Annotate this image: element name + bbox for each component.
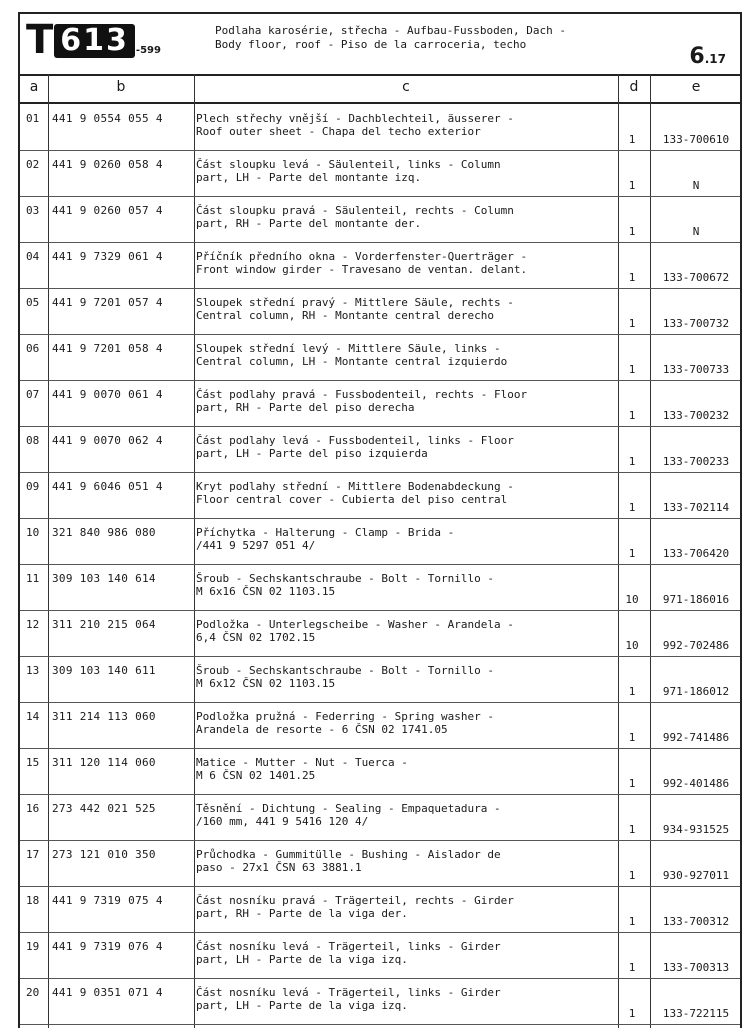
table-row	[20, 702, 740, 749]
column-header-d: d	[629, 79, 639, 95]
logo-suffix: -599	[135, 45, 161, 56]
part-number: 311 120 114 060	[52, 756, 156, 769]
part-number: 321 840 986 080	[52, 526, 156, 539]
part-description: Část nosníku levá - Trägerteil, links - Girder part, LH - Parte de la viga izq.	[196, 986, 501, 1012]
table-row	[20, 748, 740, 795]
quantity: 10	[625, 639, 639, 652]
table-row	[20, 978, 740, 1025]
sheet-header	[20, 14, 740, 76]
position-number: 15	[26, 756, 40, 769]
position-number: 12	[26, 618, 40, 631]
part-description: Šroub - Sechskantschraube - Bolt - Tornillo - M 6x16 ČSN 02 1103.15	[196, 572, 495, 598]
quantity: 1	[628, 455, 636, 468]
part-number: 273 121 010 350	[52, 848, 156, 861]
table-row	[20, 288, 740, 335]
title-line-1: Podlaha karosérie, střecha - Aufbau-Fussboden, Dach -	[215, 24, 566, 37]
order-code: 133-700312	[662, 915, 730, 928]
table-row	[20, 334, 740, 381]
quantity: 1	[628, 823, 636, 836]
quantity: 1	[628, 271, 636, 284]
table-row	[20, 242, 740, 289]
table-row	[20, 426, 740, 473]
part-number: 309 103 140 614	[52, 572, 156, 585]
order-code: 971-186012	[662, 685, 730, 698]
quantity: 1	[628, 133, 636, 146]
part-number: 441 9 6046 051 4	[52, 480, 163, 493]
page-number-sub: .17	[704, 52, 726, 66]
logo-number: 613	[54, 24, 135, 58]
order-code: 133-702114	[662, 501, 730, 514]
part-number: 441 9 0351 071 4	[52, 986, 163, 999]
table-row	[20, 794, 740, 841]
part-number: 441 9 7319 076 4	[52, 940, 163, 953]
part-number: 441 9 0554 055 4	[52, 112, 163, 125]
part-description: Příčník předního okna - Vorderfenster-Querträger - Front window girder - Travesano de ventan. delant.	[196, 250, 528, 276]
table-row	[20, 656, 740, 703]
quantity: 1	[628, 317, 636, 330]
part-description: Kryt podlahy střední - Mittlere Bodenabdeckung - Floor central cover - Cubierta del piso central	[196, 480, 514, 506]
column-headers	[20, 74, 740, 104]
position-number: 07	[26, 388, 40, 401]
order-code: 133-700672	[662, 271, 730, 284]
part-number: 441 9 0070 061 4	[52, 388, 163, 401]
table-row	[20, 518, 740, 565]
table-row	[20, 196, 740, 243]
part-description: Plech střechy vnější - Dachblechteil, äusserer - Roof outer sheet - Chapa del techo exterior	[196, 112, 514, 138]
quantity: 10	[625, 593, 639, 606]
order-code: 133-700610	[662, 133, 730, 146]
order-code: 133-722115	[662, 1007, 730, 1020]
column-header-e: e	[691, 79, 701, 95]
part-description: Část podlahy levá - Fussbodenteil, links - Floor part, LH - Parte del piso izquierda	[196, 434, 514, 460]
part-description: Matice - Mutter - Nut - Tuerca - M 6 ČSN 02 1401.25	[196, 756, 408, 782]
position-number: 19	[26, 940, 40, 953]
part-description: Průchodka - Gummitülle - Bushing - Aislador de paso - 27x1 ČSN 63 3881.1	[196, 848, 501, 874]
table-row	[20, 886, 740, 933]
position-number: 08	[26, 434, 40, 447]
order-code: N	[692, 225, 700, 238]
order-code: 934-931525	[662, 823, 730, 836]
position-number: 18	[26, 894, 40, 907]
table-row	[20, 932, 740, 979]
part-description: Část podlahy pravá - Fussbodenteil, rechts - Floor part, RH - Parte del piso derecha	[196, 388, 528, 414]
part-number: 441 9 7319 075 4	[52, 894, 163, 907]
table-row	[20, 564, 740, 611]
order-code: 133-700733	[662, 363, 730, 376]
column-header-c: c	[402, 79, 410, 95]
tatra-logo	[26, 17, 161, 63]
order-code: 992-401486	[662, 777, 730, 790]
quantity: 1	[628, 179, 636, 192]
quantity: 1	[628, 547, 636, 560]
order-code: 133-700732	[662, 317, 730, 330]
quantity: 1	[628, 409, 636, 422]
quantity: 1	[628, 731, 636, 744]
part-number: 311 214 113 060	[52, 710, 156, 723]
part-description: Část sloupku pravá - Säulenteil, rechts - Column part, RH - Parte del montante der.	[196, 204, 514, 230]
part-number: 441 9 0260 058 4	[52, 158, 163, 171]
position-number: 20	[26, 986, 40, 999]
part-description: Těsnění - Dichtung - Sealing - Empaquetadura - /160 mm, 441 9 5416 120 4/	[196, 802, 501, 828]
part-description: Část nosníku levá - Trägerteil, links - Girder part, LH - Parte de la viga izq.	[196, 940, 501, 966]
column-header-a: a	[29, 79, 39, 95]
part-description: Podložka - Unterlegscheibe - Washer - Arandela - 6,4 ČSN 02 1702.15	[196, 618, 514, 644]
page-number-main: 6	[689, 44, 705, 69]
part-description: Příchytka - Halterung - Clamp - Brida - /441 9 5297 051 4/	[196, 526, 455, 552]
quantity: 1	[628, 777, 636, 790]
table-row	[20, 472, 740, 519]
table-row	[20, 150, 740, 197]
order-code: 133-700233	[662, 455, 730, 468]
position-number: 02	[26, 158, 40, 171]
order-code: 992-741486	[662, 731, 730, 744]
quantity: 1	[628, 915, 636, 928]
position-number: 11	[26, 572, 40, 585]
part-description: Šroub - Sechskantschraube - Bolt - Tornillo - M 6x12 ČSN 02 1103.15	[196, 664, 495, 690]
part-description: Sloupek střední pravý - Mittlere Säule, rechts - Central column, RH - Montante central derecho	[196, 296, 514, 322]
table-row	[20, 380, 740, 427]
order-code: 133-700232	[662, 409, 730, 422]
table-row	[20, 104, 740, 151]
table-row	[20, 610, 740, 657]
quantity: 1	[628, 1007, 636, 1020]
table-row	[20, 840, 740, 887]
order-code: 133-700313	[662, 961, 730, 974]
position-number: 06	[26, 342, 40, 355]
parts-sheet	[18, 12, 742, 1028]
order-code: 971-186016	[662, 593, 730, 606]
part-number: 441 9 0260 057 4	[52, 204, 163, 217]
quantity: 1	[628, 225, 636, 238]
position-number: 10	[26, 526, 40, 539]
part-number: 441 9 7201 058 4	[52, 342, 163, 355]
position-number: 14	[26, 710, 40, 723]
quantity: 1	[628, 869, 636, 882]
order-code: N	[692, 179, 700, 192]
order-code: 992-702486	[662, 639, 730, 652]
logo-letter: T	[26, 17, 52, 63]
order-code: 133-706420	[662, 547, 730, 560]
position-number: 17	[26, 848, 40, 861]
quantity: 1	[628, 961, 636, 974]
part-number: 441 9 0070 062 4	[52, 434, 163, 447]
part-description: Podložka pružná - Federring - Spring washer - Arandela de resorte - 6 ČSN 02 1741.05	[196, 710, 495, 736]
page-number	[689, 44, 726, 69]
part-number: 441 9 7201 057 4	[52, 296, 163, 309]
part-number: 309 103 140 611	[52, 664, 156, 677]
page-title	[215, 24, 655, 52]
position-number: 16	[26, 802, 40, 815]
quantity: 1	[628, 685, 636, 698]
quantity: 1	[628, 363, 636, 376]
part-number: 441 9 7329 061 4	[52, 250, 163, 263]
part-description: Sloupek střední levý - Mittlere Säule, links - Central column, LH - Montante central izquierdo	[196, 342, 508, 368]
quantity: 1	[628, 501, 636, 514]
position-number: 05	[26, 296, 40, 309]
order-code: 930-927011	[662, 869, 730, 882]
position-number: 01	[26, 112, 40, 125]
title-line-2: Body floor, roof - Piso de la carroceria, techo	[215, 38, 527, 51]
position-number: 09	[26, 480, 40, 493]
position-number: 03	[26, 204, 40, 217]
part-description: Část nosníku pravá - Trägerteil, rechts - Girder part, RH - Parte de la viga der.	[196, 894, 514, 920]
position-number: 04	[26, 250, 40, 263]
position-number: 13	[26, 664, 40, 677]
part-description: Část sloupku levá - Säulenteil, links - Column part, LH - Parte del montante izq.	[196, 158, 501, 184]
column-header-b: b	[116, 79, 126, 95]
part-number: 311 210 215 064	[52, 618, 156, 631]
part-number: 273 442 021 525	[52, 802, 156, 815]
